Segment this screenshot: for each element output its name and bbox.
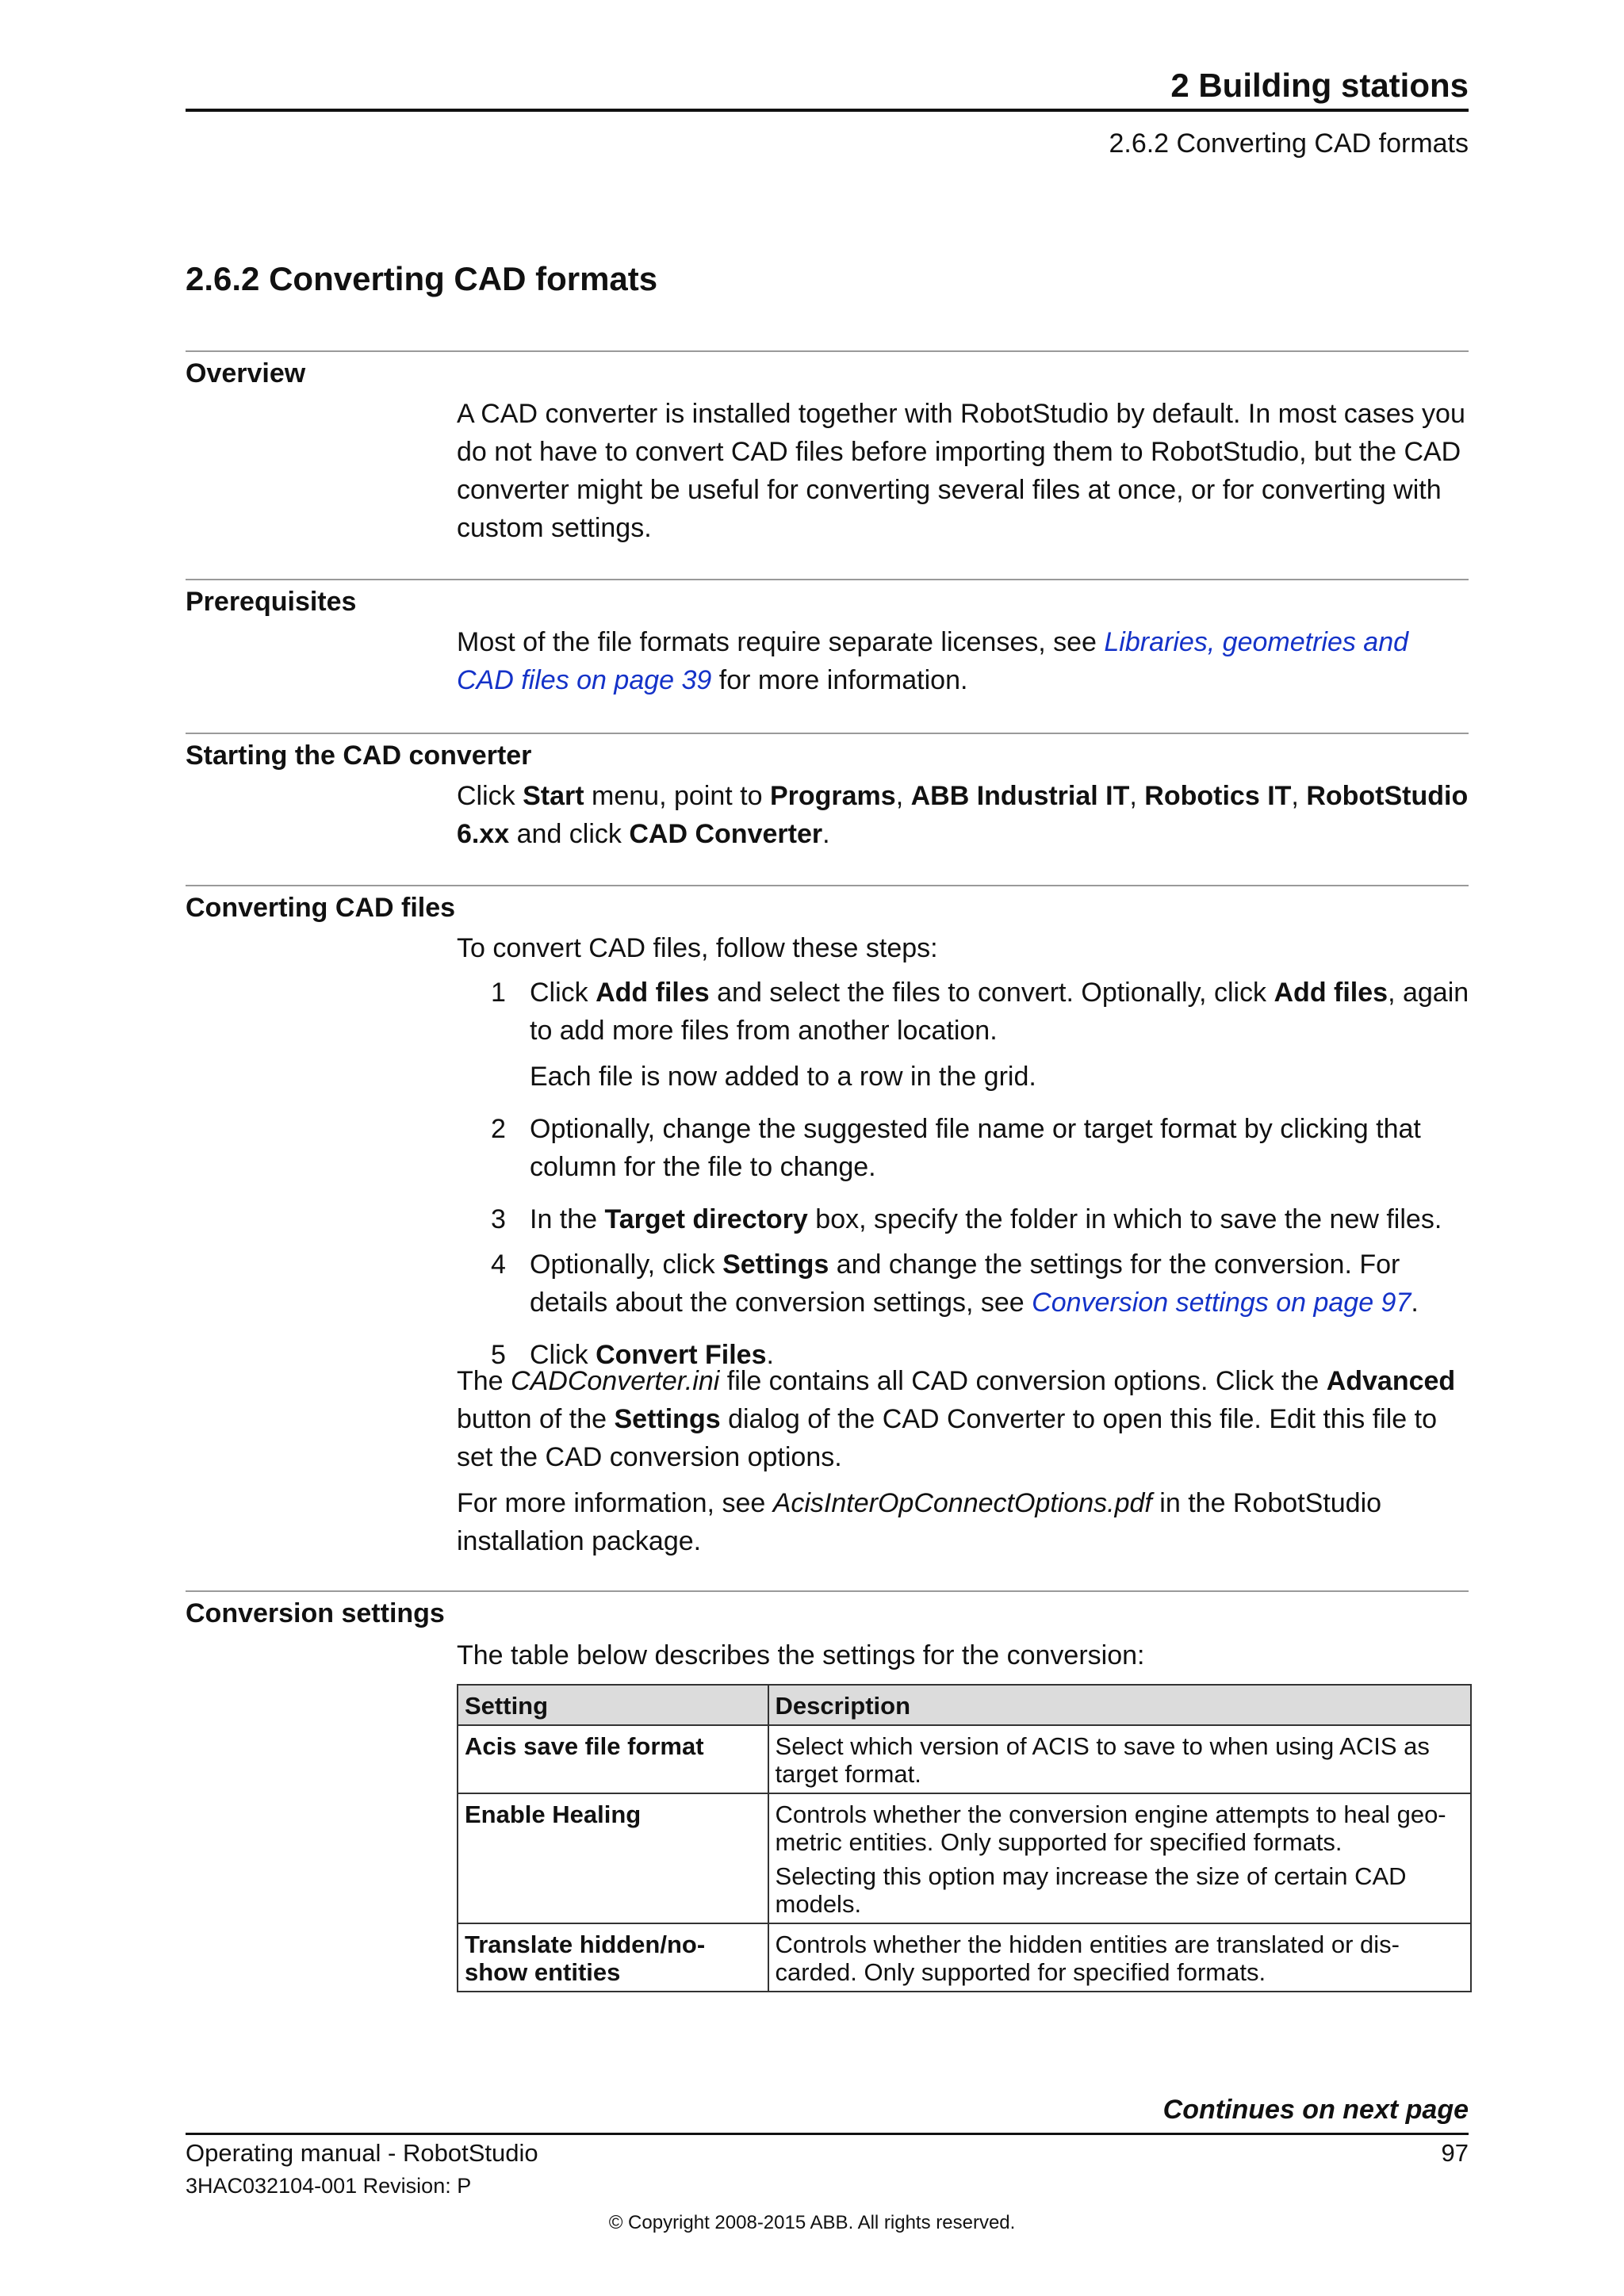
section-divider bbox=[186, 885, 1469, 886]
text-run: , bbox=[895, 781, 911, 811]
copyright-notice: © Copyright 2008-2015 ABB. All rights reserved. bbox=[608, 2212, 1016, 2233]
step-number: 5 bbox=[491, 1340, 506, 1370]
step-number: 1 bbox=[491, 978, 506, 1008]
description-cell bbox=[768, 1725, 1471, 1793]
text-run: button of the bbox=[457, 1404, 615, 1434]
overview-paragraph: A CAD converter is installed together with RobotStudio by default. In most cases you do not have to convert CAD files before importing them to RobotStudio, but the CAD converter might be useful for converting several files at once, or for converting with custom settings. bbox=[457, 399, 1465, 543]
text-run: menu, point to bbox=[584, 781, 770, 811]
step-body: Optionally, change the suggested file name or target format by clicking that column for the file to change. bbox=[530, 1114, 1421, 1182]
header-rule bbox=[186, 109, 1469, 112]
footer-rule bbox=[186, 2133, 1469, 2135]
column-header-setting: Setting bbox=[458, 1685, 768, 1725]
prerequisites-heading: Prerequisites bbox=[186, 587, 357, 617]
section-divider bbox=[186, 350, 1469, 352]
table-row bbox=[458, 1793, 1471, 1923]
text-run: . bbox=[1411, 1288, 1419, 1318]
column-header-description: Description bbox=[768, 1685, 1471, 1725]
text-run: for more information. bbox=[711, 665, 968, 695]
header-chapter: 2 Building stations bbox=[1170, 67, 1469, 104]
section-divider bbox=[186, 579, 1469, 580]
setting-cell: Acis save file format bbox=[458, 1725, 768, 1793]
step-number: 4 bbox=[491, 1249, 506, 1280]
bold-term: RobotStudio 6.xx bbox=[457, 781, 1469, 849]
filename: AcisInterOpConnectOptions.pdf bbox=[772, 1488, 1152, 1518]
bold-term: Convert Files bbox=[596, 1340, 767, 1370]
overview-text bbox=[457, 395, 1472, 547]
setting-cell: Enable Healing bbox=[458, 1793, 768, 1923]
footer-document-id: 3HAC032104-001 Revision: P bbox=[186, 2174, 472, 2198]
text-run: dialog of the CAD Converter to open this file. Edit this file to set the CAD conversion options. bbox=[457, 1404, 1437, 1472]
more-info-paragraph bbox=[457, 1484, 1472, 1560]
text-run: and click bbox=[509, 819, 630, 849]
text-run: In the bbox=[530, 1204, 605, 1234]
footer-page-number: 97 bbox=[1441, 2139, 1469, 2167]
prerequisites-text bbox=[457, 623, 1472, 699]
text-run: Click bbox=[530, 978, 596, 1008]
conversion-settings-intro-text: The table below describes the settings for the conversion: bbox=[457, 1640, 1145, 1670]
text-run: Optionally, click bbox=[530, 1249, 723, 1280]
description-text: Controls whether the hidden entities are translated or dis-carded. Only supported for specified formats. bbox=[775, 1931, 1400, 1986]
settings-table bbox=[457, 1684, 1472, 1992]
text-run: , again to add more files from another location. bbox=[530, 978, 1469, 1046]
bold-term: CAD Converter bbox=[629, 819, 823, 849]
text-run: and select the files to convert. Optionally, click bbox=[709, 978, 1274, 1008]
text-run: Most of the file formats require separate licenses, see bbox=[457, 627, 1105, 657]
converting-heading: Converting CAD files bbox=[186, 893, 456, 923]
bold-term: ABB Industrial IT bbox=[910, 781, 1130, 811]
header-section: 2.6.2 Converting CAD formats bbox=[1109, 128, 1469, 159]
setting-cell: Translate hidden/no-show entities bbox=[458, 1923, 768, 1992]
bold-term: Advanced bbox=[1326, 1366, 1456, 1396]
text-run: file contains all CAD conversion options. Click the bbox=[719, 1366, 1327, 1396]
footer-manual-title: Operating manual - RobotStudio bbox=[186, 2139, 538, 2167]
table-row bbox=[458, 1725, 1471, 1793]
text-run: . bbox=[766, 1340, 774, 1370]
filename: CADConverter.ini bbox=[511, 1366, 720, 1396]
table-row bbox=[458, 1923, 1471, 1992]
section-divider bbox=[186, 733, 1469, 734]
text-run: For more information, see bbox=[457, 1488, 773, 1518]
converting-intro bbox=[457, 929, 1472, 967]
description-text: Select which version of ACIS to save to when using ACIS as target format. bbox=[775, 1732, 1430, 1788]
ini-paragraph bbox=[457, 1362, 1472, 1476]
converting-intro-text: To convert CAD files, follow these steps: bbox=[457, 933, 938, 963]
step-body bbox=[530, 1200, 1472, 1238]
starting-heading: Starting the CAD converter bbox=[186, 740, 532, 771]
section-divider bbox=[186, 1590, 1469, 1592]
libraries-link[interactable]: Libraries, geometries and CAD files on page 39 bbox=[457, 627, 1409, 695]
table-header-row bbox=[458, 1685, 1471, 1725]
step-number: 2 bbox=[491, 1114, 506, 1144]
bold-term: Add files bbox=[1274, 978, 1388, 1008]
text-run: Click bbox=[457, 781, 523, 811]
step-note: Each file is now added to a row in the grid. bbox=[530, 1062, 1036, 1092]
description-cell bbox=[768, 1923, 1471, 1992]
conversion-settings-heading: Conversion settings bbox=[186, 1598, 445, 1628]
bold-term: Add files bbox=[596, 978, 710, 1008]
text-run: Click bbox=[530, 1340, 596, 1370]
description-text: Controls whether the conversion engine attempts to heal geo-metric entities. Only supported for specified formats. bbox=[775, 1800, 1446, 1856]
bold-term: Settings bbox=[614, 1404, 721, 1434]
continues-notice: Continues on next page bbox=[1162, 2095, 1469, 2125]
starting-text bbox=[457, 777, 1472, 853]
text-run: in the RobotStudio installation package. bbox=[457, 1488, 1382, 1556]
step-number: 3 bbox=[491, 1204, 506, 1234]
text-run: The bbox=[457, 1366, 511, 1396]
conversion-settings-intro bbox=[457, 1636, 1472, 1674]
text-run: . bbox=[822, 819, 830, 849]
conversion-settings-link[interactable]: Conversion settings on page 97 bbox=[1032, 1288, 1411, 1318]
step-body bbox=[530, 1246, 1472, 1322]
bold-term: Robotics IT bbox=[1144, 781, 1292, 811]
description-cell bbox=[768, 1793, 1471, 1923]
text-run: , bbox=[1291, 781, 1307, 811]
text-run: and change the settings for the conversion. For details about the conversion settings, see bbox=[530, 1249, 1400, 1318]
bold-term: Target directory bbox=[604, 1204, 808, 1234]
bold-term: Settings bbox=[722, 1249, 829, 1280]
description-text: Selecting this option may increase the size of certain CAD models. bbox=[775, 1862, 1407, 1918]
overview-heading: Overview bbox=[186, 358, 306, 388]
text-run: , bbox=[1129, 781, 1145, 811]
text-run: box, specify the folder in which to save the new files. bbox=[807, 1204, 1442, 1234]
step-body bbox=[530, 974, 1472, 1096]
bold-term: Programs bbox=[769, 781, 896, 811]
page-title: 2.6.2 Converting CAD formats bbox=[186, 260, 658, 297]
bold-term: Start bbox=[523, 781, 584, 811]
